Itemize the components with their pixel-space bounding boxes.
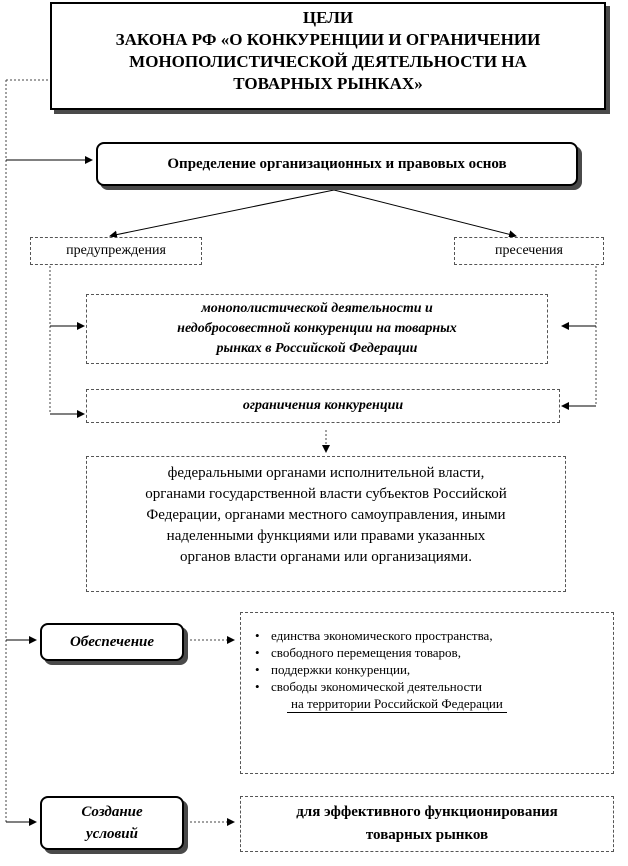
list-item: • поддержки конкуренции,: [245, 661, 613, 678]
creation-text-line-1: для эффективного функционирования: [296, 804, 558, 820]
authorities-line-3: Федерации, органами местного самоуправления, иными: [146, 507, 506, 523]
ensuring-list: [245, 627, 613, 695]
title-line-1: ЦЕЛИ: [302, 8, 354, 27]
monopoly-box: [86, 294, 548, 364]
ensuring-label: Обеспечение: [69, 634, 155, 650]
authorities-line-4: наделенными функциями или правами указанных: [166, 528, 486, 544]
ensuring-continuation: на территории Российской Федерации: [287, 695, 507, 713]
list-item: • свободы экономической деятельности: [245, 678, 613, 695]
title-line-2: ЗАКОНА РФ «О КОНКУРЕНЦИИ И ОГРАНИЧЕНИИ: [115, 30, 541, 49]
title-line-4: ТОВАРНЫХ РЫНКАХ»: [233, 74, 423, 93]
list-item: • единства экономического пространства,: [245, 627, 613, 644]
title-line-3: МОНОПОЛИСТИЧЕСКОЙ ДЕЯТЕЛЬНОСТИ НА: [129, 52, 527, 71]
ensuring-label-box: [40, 623, 184, 661]
monopoly-line-3: рынках в Российской Федерации: [216, 341, 418, 356]
creation-label-line-2: условий: [86, 826, 138, 842]
list-item: • свободного перемещения товаров,: [245, 644, 613, 661]
definition-box: [96, 142, 578, 186]
definition-text: Определение организационных и правовых основ: [167, 156, 507, 172]
authorities-line-2: органами государственной власти субъектов Российской: [145, 486, 507, 502]
creation-label-line-1: Создание: [81, 804, 143, 820]
authorities-line-1: федеральными органами исполнительной власти,: [167, 465, 485, 481]
restriction-box: [86, 389, 560, 423]
prevention-box: [30, 237, 202, 265]
creation-label-box: [40, 796, 184, 850]
authorities-line-5: органов власти органами или организациями.: [180, 549, 472, 565]
prevention-text: предупреждения: [66, 243, 166, 258]
ensuring-list-box: [240, 612, 614, 774]
suppression-text: пресечения: [495, 243, 563, 258]
monopoly-line-2: недобросовестной конкуренции на товарных: [177, 321, 457, 336]
monopoly-line-1: монополистической деятельности и: [201, 301, 433, 316]
suppression-box: [454, 237, 604, 265]
creation-text-box: [240, 796, 614, 852]
creation-text-line-2: товарных рынков: [365, 827, 489, 843]
restriction-text: огрaничения конкуренции: [242, 398, 404, 413]
authorities-box: [86, 456, 566, 592]
title-box: [50, 2, 606, 110]
